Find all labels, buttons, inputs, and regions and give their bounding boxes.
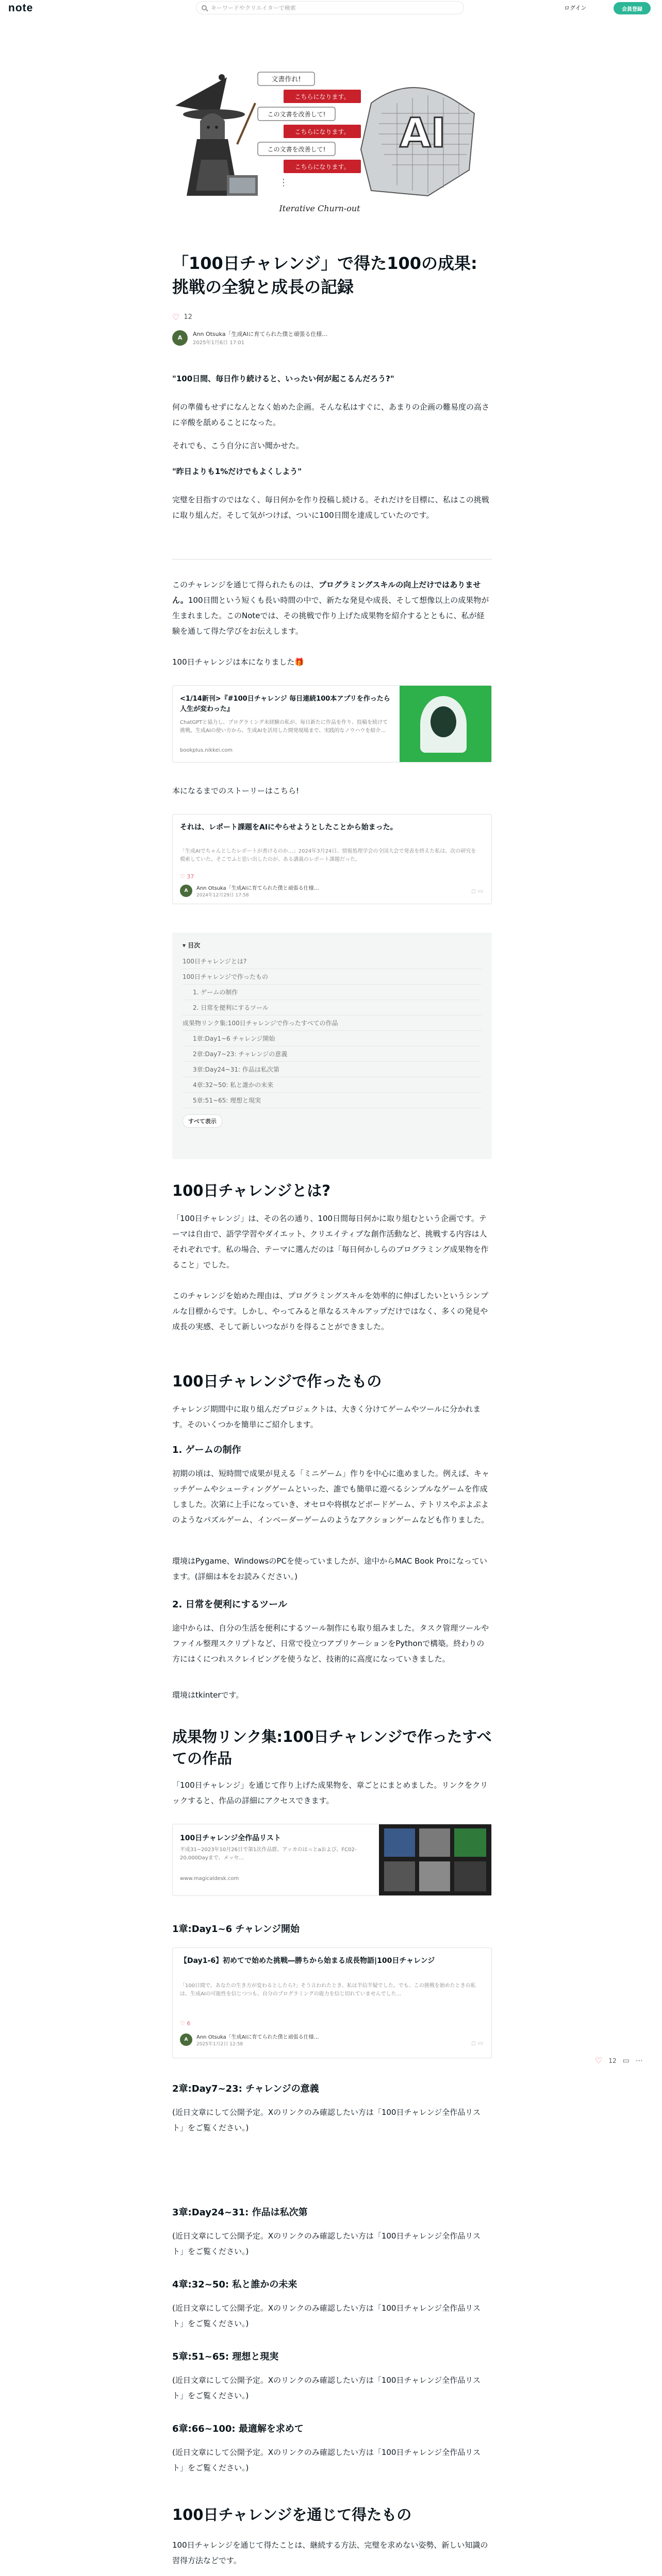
chapter-heading: 4章:32~50: 私と誰かの未来 bbox=[172, 2279, 297, 2290]
bubble-1: 文書作れ! bbox=[271, 76, 301, 83]
section-heading: 100日チャレンジで作ったもの bbox=[172, 1372, 382, 1390]
note-embed-excerpt: 「100日間で、あなたの生き方が変わるとしたら?」そう言われたとき、私は半信半疑でした。でも、この挑戦を始めたときの私は、生成AIの可能性を信じつつも、自分のプログラミングの能力を信じ切れていませんでした… bbox=[180, 1983, 476, 1997]
section-heading: 100日チャレンジとは? bbox=[172, 1182, 331, 1199]
works-card-title: 100日チャレンジ全作品リスト bbox=[180, 1834, 281, 1842]
post-date: 2025年1月6日 17:01 bbox=[193, 340, 245, 346]
section-paragraph: 「100日チャレンジ」を通じて作り上げた成果物を、章ごとにまとめました。リンクをクリックすると、作品の詳細にアクセスできます。 bbox=[172, 1781, 488, 1805]
search-placeholder: キーワードやクリエイターで検索 bbox=[211, 5, 296, 11]
toc-item[interactable]: 2. 日常を便利にするツール bbox=[183, 1000, 482, 1015]
toc-item[interactable]: 2章:Day7~23: チャレンジの意義 bbox=[183, 1046, 482, 1062]
works-card-url: www.magicaldesk.com bbox=[180, 1876, 239, 1882]
article-title: 「100日チャレンジ」で得た100の成果:挑戦の全貌と成長の記録 bbox=[172, 253, 477, 297]
toc-item[interactable]: 100日チャレンジで作ったもの bbox=[183, 969, 482, 985]
hero-caption: Iterative Churn-out bbox=[279, 204, 360, 213]
section-paragraph: このチャレンジを始めた理由は、プログラミングスキルを効率的に伸ばしたいというシンプルな目標からです。しかし、やってみると単なるスキルアップだけではなく、多くの発見や成長の実感、そして新しいつながりを得ることができました。 bbox=[172, 1291, 488, 1331]
divider bbox=[172, 559, 492, 560]
note-embed-title: それは、レポート課題をAIにやらせようとしたことから始まった。 bbox=[180, 823, 398, 832]
book-cover-image bbox=[400, 686, 491, 762]
book-card-title: <1/14新刊>『#100日チャレンジ 毎日連続100本アプリを作ったら人生が変わった』 bbox=[180, 695, 390, 713]
search-icon bbox=[202, 5, 207, 10]
works-card-desc: 平成31~2023年10月26日で第1次作品群。アッカのはっとaおよび、FC02-20,000Dayまで、メッセ… bbox=[180, 1847, 357, 1861]
chapter-heading: 3章:Day24~31: 作品は私次第 bbox=[172, 2207, 308, 2218]
toc-item[interactable]: 1. ゲームの制作 bbox=[183, 985, 482, 1000]
bubble-4: こちらになります。 bbox=[294, 128, 350, 135]
toc-show-all-button[interactable]: すべて表示 bbox=[183, 1114, 222, 1128]
like-row bbox=[172, 312, 492, 322]
toc-item[interactable]: 1章:Day1~6 チャレンジ開始 bbox=[183, 1031, 482, 1046]
side-action-bar bbox=[595, 2056, 643, 2065]
heart-icon[interactable]: ♡ bbox=[595, 2056, 603, 2065]
intro-paragraph-1: 何の準備もせずになんとなく始めた企画。そんな私はすぐに、あまりの企画の難易度の高さに辛酸を舐めることになった。 bbox=[172, 402, 490, 427]
note-logo[interactable]: note bbox=[8, 2, 34, 14]
avatar[interactable]: A bbox=[180, 2033, 192, 2046]
toc-item[interactable]: 3章:Day24~31: 作品は私次第 bbox=[183, 1062, 482, 1077]
like-count: 12 bbox=[184, 313, 192, 321]
login-link[interactable]: ログイン bbox=[564, 5, 587, 11]
avatar[interactable]: A bbox=[172, 330, 188, 346]
story-link-text: 本になるまでのストーリーはこちら! bbox=[172, 786, 300, 795]
chapter-note: (近日文章にして公開予定。Xのリンクのみ確認したい方は「100日チャレンジ全作品リスト」をご覧ください。) bbox=[172, 2108, 481, 2132]
book-card-url: bookplus.nikkei.com bbox=[180, 748, 233, 753]
toc-heading[interactable]: ▾ 目次 bbox=[183, 942, 201, 949]
ai-badge: AI bbox=[400, 110, 446, 157]
search-box[interactable] bbox=[196, 1, 464, 14]
note-embed-likes: ♡ 37 bbox=[180, 873, 194, 880]
note-embed-date: 2025年1月2日 12:58 bbox=[196, 2042, 243, 2047]
note-embed-card[interactable] bbox=[172, 814, 492, 904]
section-paragraph: 環境はPygame、WindowsのPCを使っていましたが、途中からMAC Book Proになっています。(詳細は本をお読みください。) bbox=[172, 1556, 488, 1581]
side-like-count: 12 bbox=[608, 2057, 617, 2064]
bubble-5: この文書を改善して! bbox=[267, 146, 326, 153]
section-paragraph: 環境はtkinterです。 bbox=[172, 1690, 244, 1700]
chapter-note: (近日文章にして公開予定。Xのリンクのみ確認したい方は「100日チャレンジ全作品リスト」をご覧ください。) bbox=[172, 2303, 481, 2328]
chapter-note: (近日文章にして公開予定。Xのリンクのみ確認したい方は「100日チャレンジ全作品リスト」をご覧ください。) bbox=[172, 2231, 481, 2256]
chapter-heading: 5章:51~65: 理想と現実 bbox=[172, 2351, 279, 2362]
chapter-note: (近日文章にして公開予定。Xのリンクのみ確認したい方は「100日チャレンジ全作品リスト」をご覧ください。) bbox=[172, 2376, 481, 2400]
note-embed-excerpt: 「生成AIでちゃんとしたレポートが書けるのか…」2024年3月24日、情報処理学会の全国大会で発表を終えた私は、次の研究を模索していた。そこでふと思い出したのが、ある講義のレポート課題だった。 bbox=[180, 849, 476, 862]
bubble-3: この文書を改善して! bbox=[267, 111, 326, 118]
toc-item[interactable]: 成果物リンク集:100日チャレンジで作ったすべての作品 bbox=[183, 1015, 482, 1031]
comment-icon[interactable]: ▭ bbox=[622, 2056, 630, 2065]
bubble-6: こちらになります。 bbox=[294, 163, 350, 171]
note-embed-card[interactable] bbox=[172, 1947, 492, 2058]
avatar[interactable]: A bbox=[180, 885, 192, 897]
section-heading: 成果物リンク集:100日チャレンジで作ったすべての作品 bbox=[172, 1728, 492, 1767]
section-paragraph: 途中からは、自分の生活を便利にするツール制作にも取り組みました。タスク管理ツールやファイル整理スクリプトなど、日常で役立つアプリケーションをPythonで構築。終わりの方にはくにつれスクレイピングを使うなど、技術的に高度になっていきました。 bbox=[172, 1623, 489, 1664]
section-paragraph: 「100日チャレンジ」は、その名の通り、100日間毎日何かに取り組むという企画です。テーマは自由で、語学学習やダイエット、クリエイティブな創作活動など、挑戦する内容は人それぞれです。私の場合、テーマに選んだのは「毎日何かしらのプログラミング成果物を作ること」でした。 bbox=[172, 1214, 489, 1269]
toc-item[interactable]: 100日チャレンジとは? bbox=[183, 954, 482, 969]
share-icon[interactable]: ⋯ bbox=[635, 2056, 643, 2065]
hero-illustration bbox=[165, 57, 495, 222]
intro-paragraph-3: 完璧を目指すのではなく、毎日何かを作り投稿し続ける。それだけを目標に、私はこの挑戦に取り組んだ。そして気がつけば、ついに100日間を達成していたのです。 bbox=[172, 495, 489, 520]
bubble-2: こちらになります。 bbox=[294, 93, 350, 100]
section-paragraph: 100日チャレンジを通じて得たことは、継続する方法、完璧を求めない姿勢、新しい知識の習得方法などです。 bbox=[172, 2540, 488, 2565]
note-embed-author[interactable]: Ann Otsuka「生成AIに育てられた僕と頑張る仕様… bbox=[196, 886, 319, 891]
bubble-dots: ⋮ bbox=[279, 177, 288, 188]
book-announcement: 100日チャレンジは本になりました🎁 bbox=[172, 657, 305, 667]
author-name[interactable]: Ann Otsuka「生成AIに育てられた僕と頑張る仕様… bbox=[193, 331, 328, 337]
note-embed-likes: ♡ 6 bbox=[180, 2020, 191, 2027]
book-card-desc: ChatGPTと協力し、プログラミング未経験の私が、毎日新たに作品を作り、投稿を続けて挑戦。生成AIの使い方から、生成AIを活用した開発現場まで、実践的なノウハウを紹介… bbox=[180, 720, 388, 734]
section-heading: 100日チャレンジを通じて得たもの bbox=[172, 2506, 412, 2523]
section-paragraph: 初期の頃は、短時間で成果が見える「ミニゲーム」作りを中心に進めました。例えば、キャッチゲームやシューティングゲームといった、誰でも簡単に遊べるシンプルなゲームを作成しました。次第に上手になっていき、オセロや将棋などボードゲーム、テトリスやぷよぷよのようなパズルゲーム、インベーダーゲームのようなアクションゲームなども作りました。 bbox=[172, 1469, 490, 1524]
note-embed-date: 2024年12月29日 17:58 bbox=[196, 893, 249, 898]
toc-item[interactable]: 5章:51~65: 理想と現実 bbox=[183, 1093, 482, 1108]
subsection-heading: 2. 日常を便利にするツール bbox=[172, 1599, 287, 1610]
chapter-heading: 2章:Day7~23: チャレンジの意義 bbox=[172, 2083, 319, 2094]
note-mark-icon: ◻ ▭ bbox=[471, 2040, 483, 2046]
author-row[interactable] bbox=[172, 330, 492, 346]
heart-icon[interactable]: ♡ bbox=[172, 312, 180, 322]
note-embed-title: 【Day1-6】初めてで始めた挑戦―勝ちから始まる成長物語|100日チャレンジ bbox=[180, 1957, 435, 1965]
chapter-heading: 6章:66~100: 最適解を求めて bbox=[172, 2424, 304, 2434]
section-paragraph: チャレンジ期間中に取り組んだプロジェクトは、大きく分けてゲームやツールに分かれます。そのいくつかを簡単にご紹介します。 bbox=[172, 1404, 481, 1429]
works-list-link-card[interactable] bbox=[172, 1824, 492, 1896]
intro-paragraph-4: このチャレンジを通じて得られたものは、プログラミングスキルの向上だけではありません。100日間という短くも長い時間の中で、新たな発見や成長、そして想像以上の成果物が生まれました。このNoteでは、その挑戦で作り上げた成果物を紹介するとともに、私が経験を通して得た学びをお伝えします。 bbox=[172, 580, 489, 636]
intro-quote: "100日間、毎日作り続けると、いったい何が起こるんだろう?" bbox=[172, 374, 394, 383]
note-embed-author[interactable]: Ann Otsuka「生成AIに育てられた僕と頑張る仕様… bbox=[196, 2035, 319, 2040]
witch-character bbox=[175, 74, 258, 196]
subsection-heading: 1. ゲームの制作 bbox=[172, 1445, 241, 1455]
works-thumbnail-image bbox=[379, 1824, 491, 1895]
book-link-card[interactable] bbox=[172, 685, 492, 762]
intro-paragraph-2: それでも、こう自分に言い聞かせた。 bbox=[172, 441, 304, 450]
toc-item[interactable]: 4章:32~50: 私と誰かの未来 bbox=[183, 1077, 482, 1093]
intro-quote-2: "昨日よりも1%だけでもよくしよう" bbox=[172, 467, 302, 476]
chapter-heading: 1章:Day1~6 チャレンジ開始 bbox=[172, 1924, 300, 1935]
table-of-contents bbox=[172, 933, 492, 1159]
signup-button[interactable]: 会員登録 bbox=[614, 2, 651, 14]
chapter-note: (近日文章にして公開予定。Xのリンクのみ確認したい方は「100日チャレンジ全作品リスト」をご覧ください。) bbox=[172, 2448, 481, 2472]
note-mark-icon: ◻ ▭ bbox=[471, 888, 483, 894]
